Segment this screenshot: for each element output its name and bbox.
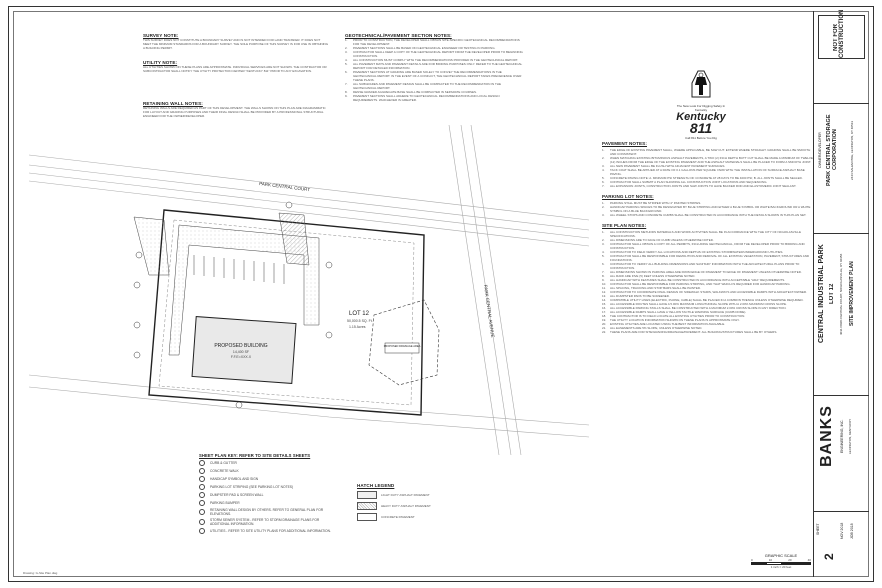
note-number: 8. <box>602 274 605 278</box>
note-number: 1. <box>602 201 605 205</box>
note-text: PARKING STALL MUST BE STRIPED WITH 4" PAINTED STRIPES. <box>610 201 702 205</box>
note-number: 6. <box>345 70 348 74</box>
utility-note-title: UTILITY NOTE: <box>143 60 178 65</box>
note-text: ALL NEW PAVEMENT SHALL BE FLUSH WITH ADJACENT PAVEMENT SURFACES. <box>610 164 726 168</box>
sheet-key-item <box>199 484 339 490</box>
road-label-park-central-court: PARK CENTRAL COURT <box>258 181 311 193</box>
sheet-title: SITE IMPROVEMENT PLAN <box>849 261 855 327</box>
building-ffe: F.F.E=XXX.X <box>230 355 252 359</box>
note-number: 20. <box>602 322 607 326</box>
geotech-notes-title: GEOTECHNICAL/PAVEMENT SECTION NOTES: <box>345 33 452 38</box>
note-text: ALL CONSTRUCTION MUST COMPLY WITH THE RECOMMENDATIONS PROVIDED IN THE GEOTECHNICAL REPORT. <box>353 58 519 62</box>
note-item <box>602 148 814 156</box>
sheet-key-item <box>199 518 339 526</box>
owner-address: 2444 SALEM PIKE, LEXINGTON, KY 40513 <box>850 120 854 180</box>
project-address: 4031 PARK CENTRAL COURT, NICHOLASVILLE, KY 40356 <box>839 253 843 335</box>
note-number: 18. <box>602 314 607 318</box>
parking-stalls <box>194 255 284 284</box>
note-text: THE EDGE OF EXISTING PAVEMENT SHALL, WHERE APPLICABLE, BE SAW CUT. EXTEND WHERE STRAIGHT. GRADING SHALL BE SMOOTH AND CONSISTENT. <box>610 148 811 156</box>
note-number: 1. <box>602 148 605 152</box>
key-symbol-icon <box>199 460 205 466</box>
note-number: 6. <box>602 180 605 184</box>
note-number: 7. <box>345 82 348 86</box>
note-number: 9. <box>602 278 605 282</box>
sheet-key-item <box>199 476 339 482</box>
note-number: 15. <box>602 302 607 306</box>
building-area: 14,400 SF <box>232 350 250 354</box>
sheet-key-item <box>199 508 339 516</box>
note-text: ALL DIMENSIONS SHOWN IN PARKING AREA ARE FROM EDGE OF PAVEMENT TO EDGE OF PAVEMENT UNLESS OTHERWISE NOTED. <box>610 270 802 274</box>
note-number: 6. <box>602 262 605 266</box>
hatch-legend <box>357 483 447 524</box>
note-text: ALL ACCESSIBLE PARKING STALLS SHALL BE CONSTRUCTED WITH A MAXIMUM 2.00% CROSS SLOPE IN ANY DIRECTION. <box>610 306 787 310</box>
note-number: 21. <box>602 326 607 330</box>
note-number: 8. <box>345 90 348 94</box>
building-label: PROPOSED BUILDING <box>214 343 268 349</box>
note-text: ALL HANDICAP WITH FEATURES SHALL BE CONSTRUCTED IN ACCORDANCE WITH ACCEPTABLE "ADA" REQUIREMENTS. <box>610 278 786 282</box>
retaining-wall-text: RETAINING WALLS ARE REQUIRED AS PART OF THIS DEVELOPMENT. THE WALLS SHOWN ON THIS PLAN ARE DIAGRAMMATIC FOR LAYOUT AND GRADING PURPOSES AND THEIR FINAL DESIGN SHALL BE PROVIDED BY A PROFESSIONAL STRUCTURAL ENGINEER FOR THE OWNER/DEVELOPER. <box>143 106 326 119</box>
note-number: 2. <box>602 205 605 209</box>
road-label-park-central-avenue: PARK CENTRAL AVENUE <box>483 284 496 338</box>
note-number: 17. <box>602 310 607 314</box>
hatch-legend-title: HATCH LEGEND <box>357 483 395 488</box>
note-text: ALL RADII ARE FIVE (5) FEET UNLESS OTHERWISE NOTED. <box>610 274 696 278</box>
pavement-notes-title: PAVEMENT NOTES: <box>602 141 647 146</box>
survey-note-title: SURVEY NOTE: <box>143 33 179 38</box>
firm-sub: ENGINEERING, INC. <box>840 419 844 453</box>
note-text: ALL DIMENSIONS ARE TO FACE OF CURB UNLESS OTHERWISE NOTED. <box>610 238 714 242</box>
note-number: 4. <box>345 58 348 62</box>
note-text: CONTRACTOR SHALL KEEP A COPY OF THE GEOTECHNICAL REPORT FROM THE DEVELOPER PRIOR TO BEGINNING CONSTRUCTION. <box>353 50 523 58</box>
owner-name: PARK CENTRAL STORAGE CORPORATION <box>826 114 838 186</box>
note-text: ALL DUMPSTER PADS TO BE SCREENED. <box>610 294 670 298</box>
sheet-number: 2 <box>822 553 836 561</box>
drainage-area-label: PROPOSED DRAINAGE AREA <box>383 345 421 348</box>
note-text: WHEN MATCHING EXISTING BITUMINOUS ASPHALT PAVEMENTS, A TWO (2) INCH DEPTH BUTT CUT SHALL BE MADE A MINIMUM OF TWELVE (12) INCHES FROM THE EDGE OF THE EXISTING PAVEMENT AND THE ASPHALT MATERIALS SHALL BE PLACED TO FORM A SMOOTH JOINT. <box>610 156 813 164</box>
note-item <box>602 205 814 213</box>
stamp-text: NOT FOR CONSTRUCTION <box>833 9 845 58</box>
note-number: 3. <box>602 242 605 246</box>
sheet-key-item <box>199 468 339 474</box>
note-item <box>602 213 814 217</box>
sheet-key-title: SHEET PLAN KEY: REFER TO SITE DETAILS SHEETS <box>199 453 311 458</box>
scale-mark-40: 40 <box>807 558 811 562</box>
note-number: 7. <box>602 184 605 188</box>
note-item <box>345 70 525 82</box>
note-item <box>345 94 525 102</box>
note-text: PAVEMENT SECTIONS SHALL ADHERE TO GEOTECHNICAL RECOMMENDATIONS AND LOCAL DESIGN REQUIREMENTS. WHICHEVER IS GREATER. <box>353 94 500 102</box>
drawing-sheet <box>8 6 874 582</box>
retaining-wall-title: RETAINING WALL NOTES: <box>143 101 203 106</box>
concrete-swatch <box>357 513 377 521</box>
sheet-key-text: DUMPSTER PAD & SCREEN WALL <box>210 493 264 497</box>
note-item <box>602 168 814 176</box>
scale-mark-0: 0 <box>751 558 753 562</box>
note-text: CONTRACTOR SHALL OBTAIN A COPY OF ALL PERMITS, INCLUDING GEOTECHNICAL, FROM THE DEVELOPER PRIOR TO BIDDING AND CONSTRUCTION. <box>610 242 805 250</box>
sheet-plan-key <box>199 453 339 536</box>
ky811-sub: Call 811 Before You Dig <box>685 136 717 140</box>
note-number: 11. <box>602 286 606 290</box>
site-plan-notes-title: SITE PLAN NOTES: <box>602 223 647 228</box>
sheet-key-item <box>199 500 339 506</box>
sheet-number-block <box>814 511 869 577</box>
firm-address: LEXINGTON, KENTUCKY <box>848 418 852 454</box>
light-duty-swatch <box>357 491 377 499</box>
note-item <box>602 156 814 164</box>
note-text: CONCRETE PAVING NOTE: A. MINIMUM PSI STRENGTH OF CONCRETE AT 28 DAYS TO BE 4000 PSI; B. ALL JOINTS SHALL BE SEALED. <box>610 176 803 180</box>
sheet-key-text: HANDICAP SYMBOL AND SIGN <box>210 477 259 481</box>
note-number: 12. <box>602 290 607 294</box>
right-notes-column <box>602 135 814 334</box>
note-text: ALL ACCESSIBLE RAMPS SHALL HAVE A YELLOW TACTILE WARNING SURFACE (CURB DOME). <box>610 310 747 314</box>
legend-heavy-duty: HEAVY DUTY ASPHALT PAVEMENT <box>381 503 431 508</box>
sheet-key-item <box>199 460 339 466</box>
project-name: CENTRAL INDUSTRIAL PARK <box>818 244 825 344</box>
lot-label: LOT 12 <box>349 311 369 317</box>
note-number: 19. <box>602 318 607 322</box>
ky811-name: Kentucky <box>676 111 726 123</box>
owner-block <box>814 103 869 193</box>
note-number: 22. <box>602 330 607 334</box>
site-plan-drawing <box>29 125 589 455</box>
heavy-duty-pavement <box>279 213 309 265</box>
sheet-date: NOV 2018 <box>840 522 844 540</box>
note-number: 13. <box>602 294 607 298</box>
sheet-key-item <box>199 528 339 534</box>
note-text: TACK COAT SHALL BE APPLIED AT A RATE OF 0.1 GALLONS PER SQUARE YARD WITH THE INSTALLATION OF SURFACE ASPHALT BASE PAVING. <box>610 168 805 176</box>
note-item <box>602 330 814 334</box>
note-text: ALL CONSTRUCTION METHODS MATERIALS AND WORK ACTIVITIES SHALL BE IN ACCORDANCE WITH THE CITY OF NICHOLASVILLE SPECIFICATIONS. <box>610 230 801 238</box>
note-text: THESE PLANS ARE FOR SITE/GRADING/DRAINAGE/PAVEMENT. ALL BUILDING/STRUCTURES SHALL BE BY OTHERS. <box>610 330 778 334</box>
note-text: CONTRACTOR TO COORDINATE FINAL DESIGN OF SIDEWALK STAIRS, WALKWAYS AND ACCESSIBLE RAMPS WITH ARCHITECT/OWNER. <box>610 290 807 294</box>
retaining-wall-notes <box>143 101 329 119</box>
project-lot: LOT 12 <box>829 283 835 305</box>
note-item <box>345 38 525 46</box>
note-text: ALL SUBGRADES AND PAVEMENT DESIGN SHALL BE COMPACTED TO THE RECOMMENDATION IN THE GEOTECHNICAL REPORT. <box>353 82 501 90</box>
note-item <box>602 184 814 188</box>
survey-note-text: THIS SURVEY DOES NOT CONSTITUTE A BOUNDARY SURVEY AND IS NOT INTENDED FOR LAND TRANSFER. IT DOES NOT MEET THE MINIMUM STANDARDS FOR A BOUNDARY SURVEY. THE SOLE PURPOSE OF THIS SURVEY IS FOR USE IN OBTAINING A BUILDING PERMIT. <box>143 38 329 51</box>
note-number: 4. <box>602 250 605 254</box>
note-number: 2. <box>602 238 605 242</box>
note-number: 3. <box>602 213 605 217</box>
note-text: ALL PAVEMENT MATS AND PAVEMENT DETAILS ARE FOR BIDDING PURPOSES ONLY. REFER TO THE GEOTECHNICAL REPORT FOR DETAILED INFORMATION. <box>353 62 523 70</box>
firm-block <box>814 395 869 475</box>
note-number: 10. <box>602 282 607 286</box>
note-text: CONTRACTOR SHALL BE RESPONSIBLE FOR DEMOLITION AND REMOVAL OF ALL EXISTING VEGETATION, PAVEMENT, STRUCTURES AND FOUNDATIONS. <box>610 254 810 262</box>
note-text: ALL SPACING, TRACKING AND STOP BARS SHALL BE PAINTED. <box>610 286 701 290</box>
key-symbol-icon <box>199 509 205 515</box>
note-text: EXISTING UTILITIES ARE LOCATED USING THE BEST INFORMATION AVAILABLE. <box>610 322 726 326</box>
lot-area-acres: 1.15 Acres <box>349 325 366 329</box>
key-symbol-icon <box>199 519 205 525</box>
note-text: ALL EASEMENTS ARE 5% SLOPE, UNLESS OTHERWISE NOTED. <box>610 326 703 330</box>
note-text: ALL EXPANSION JOINTS, CONSTRUCTION JOINTS AND SAW JOINTS TO HAVE BACKER ROD AND ELASTOMERIC JOINT SEALANT. <box>610 184 797 188</box>
note-text: PAVEMENT SECTIONS AT GRADING ARE BASED SOLELY TO CONVEY THE RECOMMENDATIONS IN THE GEOTECHNICAL REPORT. IN THE EVENT OF A CONFLICT, THE GEOTECHNICAL REPORT TAKES PRECEDENCE OVER THESE PLANS. <box>353 70 522 82</box>
owner-label: OWNER/DEVELOPER <box>818 132 822 168</box>
note-item <box>345 62 525 70</box>
sheet-key-text: CONCRETE WALK <box>210 469 239 473</box>
legend-concrete: CONCRETE PAVEMENT <box>381 514 415 519</box>
note-text: DENSE GRADED AGGREGATE BASE SHALL BE COMPACTED IN SEPARATE COURSES. <box>353 90 477 94</box>
title-block <box>813 11 869 577</box>
graphic-scale <box>751 553 811 569</box>
footer-file: Drawing: G-Site Plan.dwg <box>23 570 58 575</box>
note-number: 2. <box>602 156 605 160</box>
note-text: COMPATIBLE UTILITY LINES (ELECTRIC, PHONE, CABLE) SHALL BE PLACED IN A COMMON TRENCH UNLESS OTHERWISE REQUIRED. <box>610 298 804 302</box>
note-text: THE UTILITY LOCATION INFORMATION SHOWN ON THESE PLANS IS APPROXIMATE ONLY. <box>610 318 740 322</box>
note-text: PRIOR TO CONSTRUCTION, THE DEVELOPER SHALL OBTAIN SITE-SPECIFIC GEOTECHNICAL RECOMMENDATIONS FOR THE DEVELOPMENT. <box>353 38 520 46</box>
note-number: 5. <box>602 176 605 180</box>
note-number: 5. <box>345 62 348 66</box>
note-number: 4. <box>602 168 605 172</box>
project-block <box>814 233 869 353</box>
scale-mark-10: 10 <box>768 558 773 562</box>
utility-note-text: ALL UTILITIES SHOWN ON THESE PLANS ARE APPROXIMATE. INDIVIDUAL SERVICES ARE NOT SHOWN. THE CONTRACTOR OR SUBCONTRACTOR SHALL NOTIFY THE UTILITY PROTECTION CENTER "KENTUCKY 811" PRIOR TO ANY EXCAVATION. <box>143 65 327 74</box>
note-item <box>602 262 814 270</box>
key-symbol-icon <box>199 500 205 506</box>
note-item <box>345 50 525 58</box>
note-item <box>345 82 525 90</box>
note-item <box>602 254 814 262</box>
note-number: 16. <box>602 306 607 310</box>
note-number: 14. <box>602 298 607 302</box>
key-symbol-icon <box>199 476 205 482</box>
not-for-construction-stamp <box>818 9 865 59</box>
firm-logo: BANKS <box>818 405 835 467</box>
sheet-key-text: STORM SEWER SYSTEM - REFER TO STORM DRAINAGE PLANS FOR ADDITIONAL INFORMATION. <box>210 518 320 526</box>
scale-mark-20: 20 <box>788 558 792 562</box>
note-number: 7. <box>602 270 605 274</box>
key-symbol-icon <box>199 484 205 490</box>
note-text: CONTRACTOR TO VERIFY ALL BUILDING DIMENSIONS AND SANITARY INFORMATION WITH THE ARCHITECTURAL PLANS PRIOR TO CONSTRUCTION. <box>610 262 800 270</box>
note-number: 2. <box>345 46 348 50</box>
note-text: CONTRACTOR SHALL BE RESPONSIBLE FOR PARKING STRIPING, AND THAT WHICH IS REQUIRED FOR HANDICAP PARKING. <box>610 282 791 286</box>
heavy-duty-swatch <box>357 502 377 510</box>
note-number: 9. <box>345 94 348 98</box>
ky811-number: 811 <box>689 120 713 136</box>
sheet-key-text: RETAINING WALL DESIGN BY OTHERS. REFER TO GENERAL PLAN FOR ELEVATIONS. <box>210 508 324 516</box>
note-text: ALL WHEEL STOPS AND CONCRETE CURBS SHALL BE CONSTRUCTED IN ACCORDANCE WITH THE DETAILS SHOWN IN THIS PLAN SET. <box>610 213 807 217</box>
sheet-key-text: UTILITIES - REFER TO SITE UTILITY PLANS FOR ADDITIONAL INFORMATION. <box>210 529 331 533</box>
utility-note <box>143 60 329 73</box>
note-text: ALL ACCESSIBLE ROUTES SHALL HAVE A 5.00% MAXIMUM LONGITUDINAL SLOPE WITH A 2.00% MAXIMUM CROSS SLOPE. <box>610 302 787 306</box>
note-number: 3. <box>602 164 605 168</box>
sheet-key-text: CURB & GUTTER <box>210 461 237 465</box>
ky811-slogan: The New Look For Digging Safety In Kentucky <box>676 104 726 112</box>
note-number: 1. <box>345 38 348 42</box>
key-symbol-icon <box>199 468 205 474</box>
legend-light-duty: LIGHT DUTY ASPHALT PAVEMENT <box>381 492 430 497</box>
geotech-notes <box>345 33 525 102</box>
sheet-key-text: PARKING BUMPER <box>210 501 240 505</box>
key-symbol-icon <box>199 528 205 534</box>
drainage-area-outline <box>369 300 439 385</box>
note-text: CONTRACTOR TO FIELD VERIFY ALL LOCATIONS AND DEPTHS OF EXISTING STORMWATER/UNDERGROUND UTILITIES. <box>610 250 784 254</box>
note-item <box>602 242 814 250</box>
scale-text: 1 inch = 20 feet <box>770 565 792 569</box>
note-text: THE CONTRACTOR IS TO FIELD LOCATE ALL EXISTING UTILITIES PRIOR TO CONSTRUCTION. <box>610 314 746 318</box>
note-item <box>602 230 814 238</box>
graphic-scale-title: GRAPHIC SCALE <box>764 553 798 558</box>
shovel-icon <box>686 67 716 99</box>
note-text: HANDICAP PARKING SPACES TO BE DESIGNATED BY BLUE STRIPING AND EITHER A BLUE SYMBOL OR WHITE BACKGROUND OR A WHITE SYMBOL ON A BLUE BACKGROUND. <box>610 205 811 213</box>
note-text: PAVEMENT SECTIONS SHALL BE BASED ON GEOTECHNICAL ENGINEER OR TESTING IN PARKING. <box>353 46 496 50</box>
lot-area-sqft: 50,000.5 SQ. Ft. <box>347 319 373 323</box>
note-text: CONTRACTOR SHALL SUBMIT A PLAN SHOWING ALL CONSTRUCTION JOINT LOCATIONS AND SEQUENCING. <box>610 180 768 184</box>
sheet-key-text: PARKING LOT STRIPING (SEE PARKING LOT NOTES) <box>210 485 294 489</box>
survey-note <box>143 33 329 51</box>
key-symbol-icon <box>199 492 205 498</box>
kentucky-811-logo <box>671 67 731 140</box>
driveway-pavement <box>134 217 169 275</box>
note-number: 3. <box>345 50 348 54</box>
note-number: 5. <box>602 254 605 258</box>
note-number: 1. <box>602 230 605 234</box>
sheet-label: SHEET <box>816 523 820 535</box>
job-number: JOB 2018 <box>850 523 854 539</box>
sheet-key-item <box>199 492 339 498</box>
parking-lot-notes-title: PARKING LOT NOTES: <box>602 194 654 199</box>
